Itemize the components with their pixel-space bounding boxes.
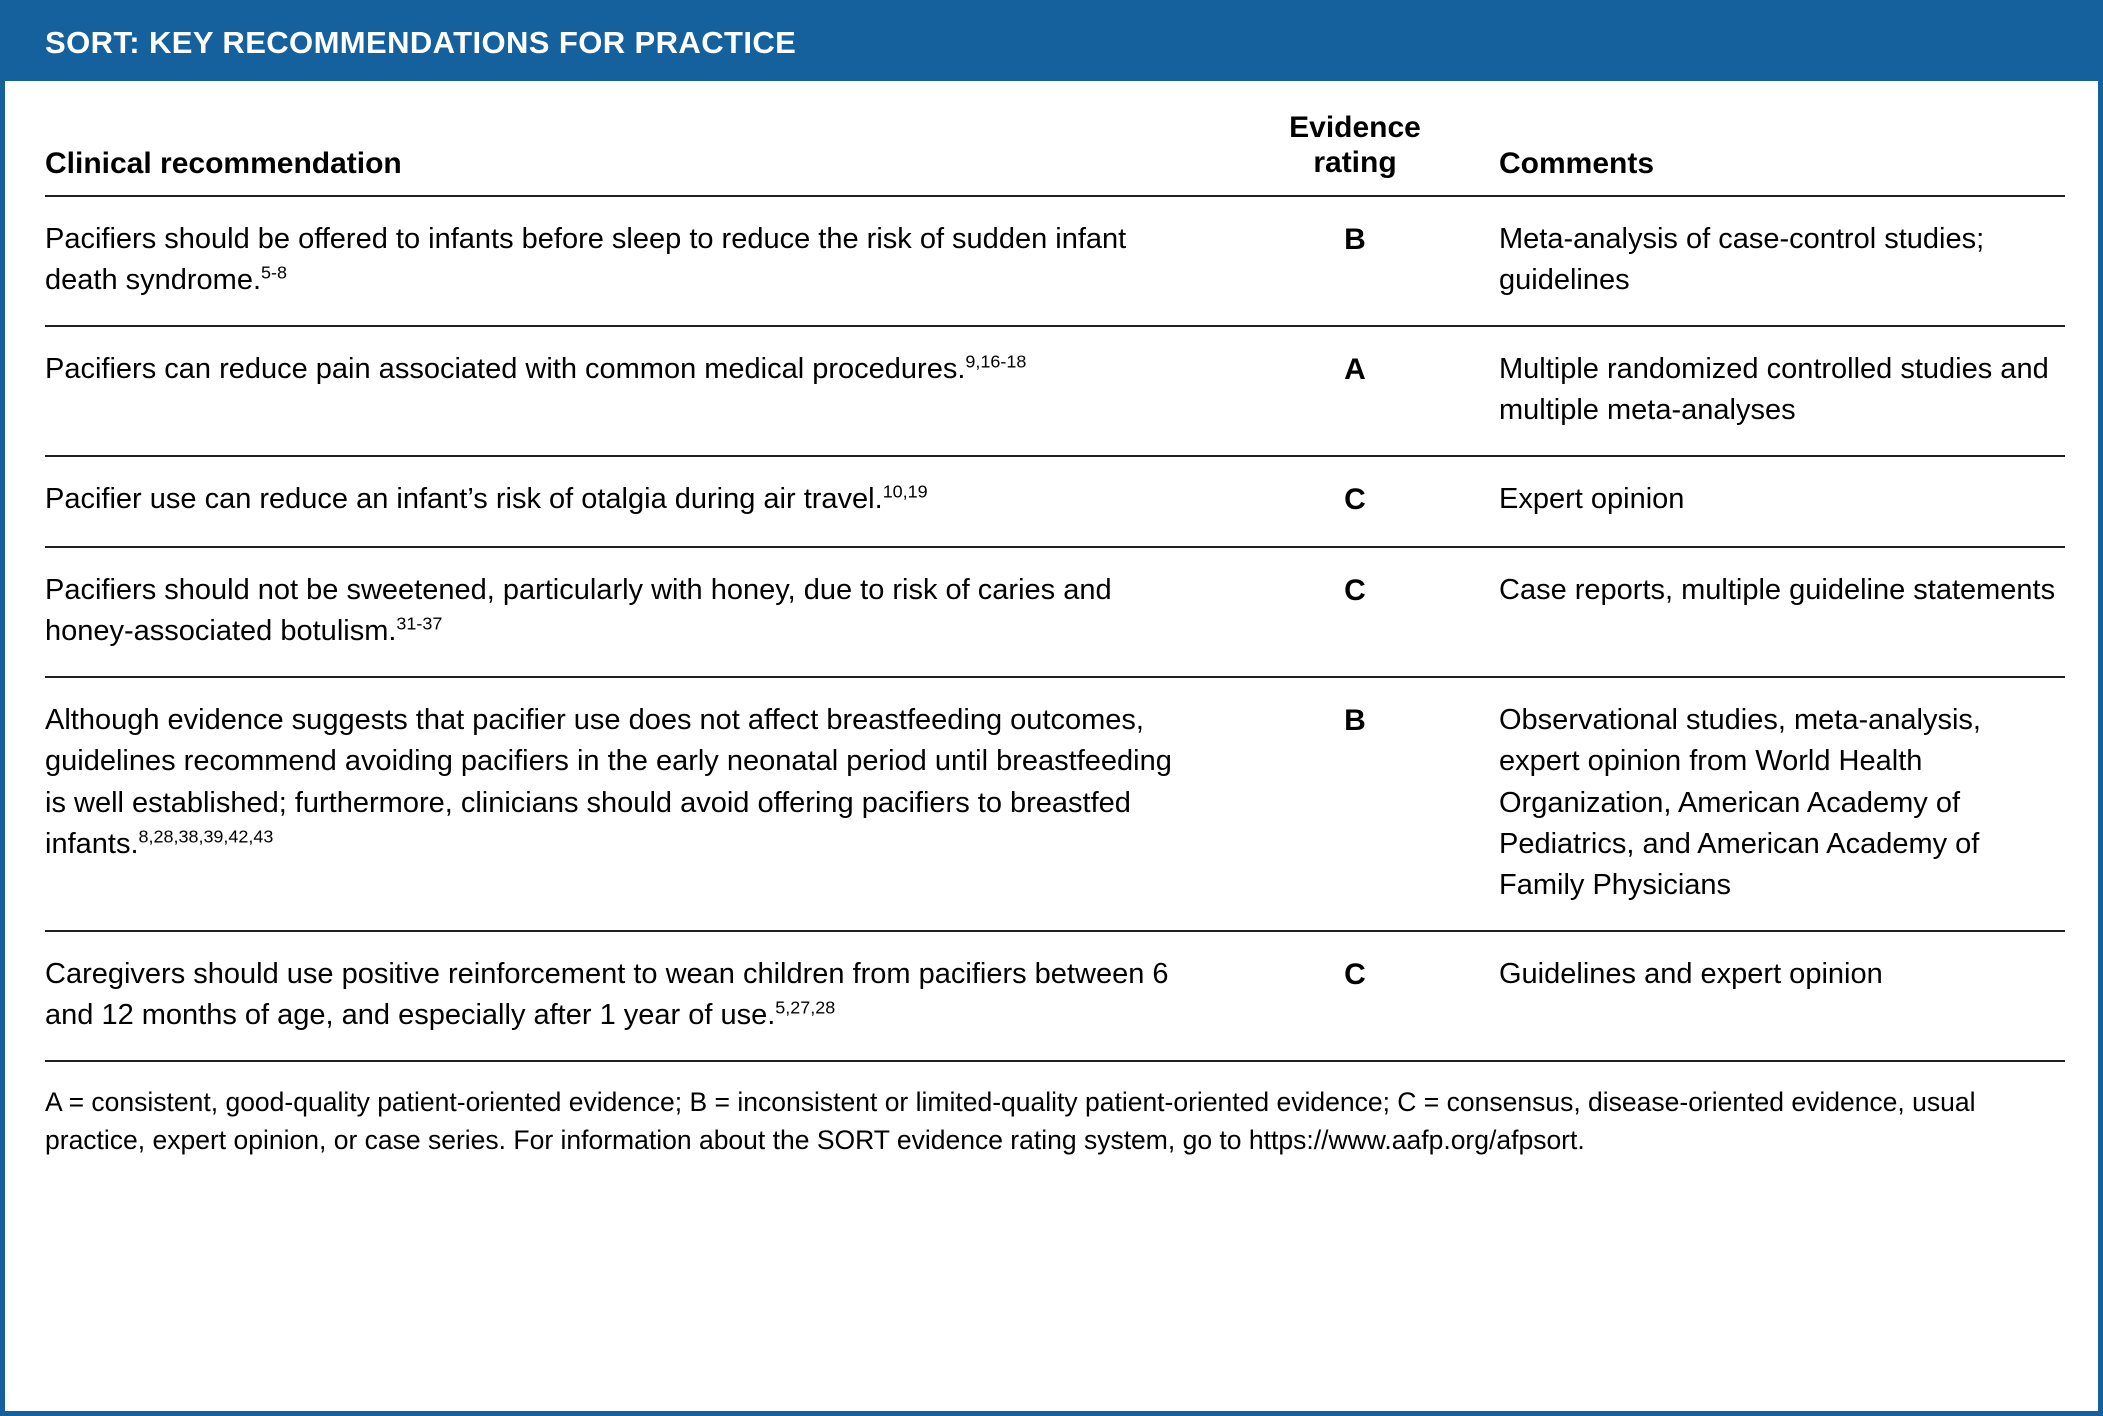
recommendation-text: Although evidence suggests that pacifier use does not affect breastfeeding outcomes, guidelines recommend avoiding pacifiers in the early neonatal period until breastfeeding is well established; furthermore, clinicians should avoid offering pacifiers to breastfed infants.	[45, 704, 1172, 860]
column-header-comments: Comments	[1465, 81, 2065, 196]
comments-cell: Observational studies, meta-analysis, expert opinion from World Health Organization, American Academy of Pediatrics, and American Academy of Family Physicians	[1465, 677, 2065, 931]
recommendation-cell	[45, 456, 1245, 547]
column-header-evidence-rating	[1245, 81, 1465, 196]
recommendation-text: Pacifier use can reduce an infant’s risk of otalgia during air travel.	[45, 483, 883, 516]
recommendation-refs: 5,27,28	[775, 997, 836, 1018]
sort-recommendations-table	[45, 81, 2065, 1062]
table-row	[45, 456, 2065, 547]
comments-cell: Guidelines and expert opinion	[1465, 931, 2065, 1061]
recommendation-refs: 9,16-18	[965, 351, 1027, 372]
recommendation-text: Pacifiers can reduce pain associated with common medical procedures.	[45, 352, 966, 385]
table-row	[45, 547, 2065, 677]
recommendation-refs: 8,28,38,39,42,43	[138, 826, 274, 847]
column-header-recommendation: Clinical recommendation	[45, 81, 1245, 196]
table-title-bar	[5, 5, 2098, 81]
table-body-rows	[45, 196, 2065, 1062]
recommendation-refs: 31-37	[396, 613, 443, 634]
table-body	[5, 81, 2098, 1159]
recommendation-cell	[45, 677, 1245, 931]
table-header	[45, 81, 2065, 196]
evidence-rating-cell: B	[1245, 677, 1465, 931]
table-row	[45, 677, 2065, 931]
recommendation-text: Pacifiers should not be sweetened, particularly with honey, due to risk of caries and honey-associated botulism.	[45, 573, 1112, 648]
comments-cell: Multiple randomized controlled studies and multiple meta-analyses	[1465, 326, 2065, 456]
recommendation-cell	[45, 547, 1245, 677]
column-header-evidence-rating-line1: Evidence	[1289, 111, 1421, 144]
evidence-rating-cell: A	[1245, 326, 1465, 456]
table-row	[45, 326, 2065, 456]
recommendation-cell	[45, 196, 1245, 326]
comments-cell: Expert opinion	[1465, 456, 2065, 547]
recommendation-refs: 10,19	[882, 481, 928, 502]
table-footnote: A = consistent, good-quality patient-oriented evidence; B = inconsistent or limited-quality patient-oriented evidence; C = consensus, disease-oriented evidence, usual practice, expert opinion, or case series. For information about the SORT evidence rating system, go to https://www.aafp.org/afpsort.	[45, 1087, 1976, 1155]
column-header-evidence-rating-line2: rating	[1313, 145, 1397, 179]
comments-cell: Case reports, multiple guideline statements	[1465, 547, 2065, 677]
evidence-rating-cell: C	[1245, 456, 1465, 547]
recommendation-text: Pacifiers should be offered to infants before sleep to reduce the risk of sudden infant death syndrome.	[45, 222, 1127, 296]
evidence-rating-cell: C	[1245, 931, 1465, 1061]
table-header-row	[45, 81, 2065, 196]
recommendation-cell	[45, 931, 1245, 1061]
recommendation-cell	[45, 326, 1245, 456]
page-title: SORT: KEY RECOMMENDATIONS FOR PRACTICE	[45, 25, 797, 60]
comments-cell: Meta-analysis of case-control studies; guidelines	[1465, 196, 2065, 326]
recommendation-text: Caregivers should use positive reinforcement to wean children from pacifiers between 6 and 12 months of age, and especially after 1 year of use.	[45, 958, 1169, 1032]
evidence-rating-cell: B	[1245, 196, 1465, 326]
recommendation-refs: 5-8	[261, 262, 287, 283]
evidence-rating-cell: C	[1245, 547, 1465, 677]
table-row	[45, 931, 2065, 1061]
table-row	[45, 196, 2065, 326]
